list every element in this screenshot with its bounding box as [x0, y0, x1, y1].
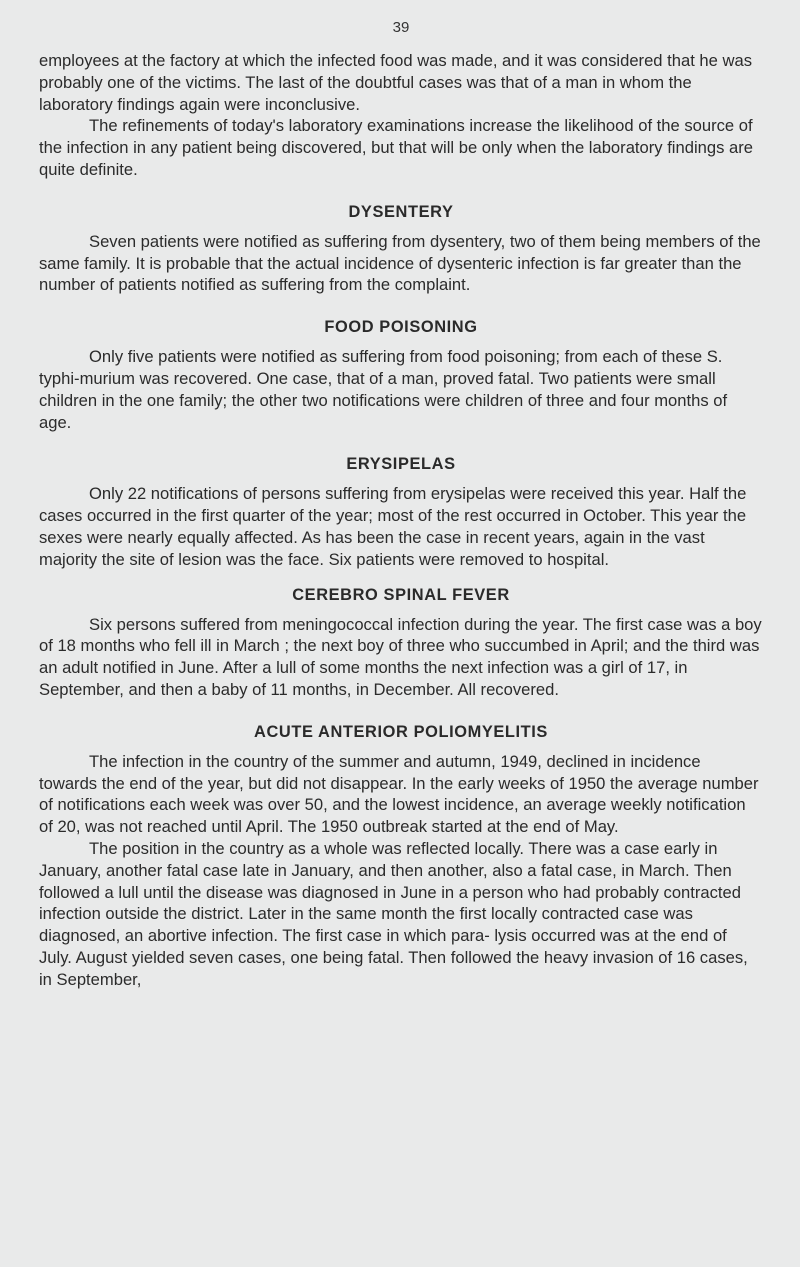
intro-paragraph-1: employees at the factory at which the infected food was made, and it was considered that he was probably one of the victims. The last of the doubtful cases was that of a man in whom the laboratory findings again were inconclusive.: [39, 51, 753, 114]
erysipelas-heading: ERYSIPELAS: [346, 455, 456, 474]
cerebro-spinal-fever-paragraph: Six persons suffered from meningococcal infection during the year. The first case was a boy of 18 months who fell ill in March ; the next boy of three who succumbed in April; and the third was an adult notified in June. After a lull of some months the next infection was a girl of 17, in September, and then a baby of 11 months, in December. All recovered.: [39, 614, 762, 699]
intro-paragraph-2: The refinements of today's laboratory examinations increase the likelihood of the source of the infection in any patient being discovered, but that will be only when the laboratory findings are quite definite.: [39, 116, 753, 179]
food-poisoning-heading: FOOD POISONING: [324, 318, 478, 337]
poliomyelitis-paragraph-1: The infection in the country of the summer and autumn, 1949, declined in incidence towards the end of the year, but did not disappear. In the early weeks of 1950 the average number of notifications each week was over 50, and the lowest incidence, an average weekly notification of 20, was not reached until April. The 1950 outbreak started at the end of May.: [39, 751, 759, 837]
poliomyelitis-paragraph-2: The position in the country as a whole was reflected locally. There was a case early in January, another fatal case late in January, and then another, also a fatal case, in March. Then followed a lull until the disease was diagnosed in June in a person who had probably contracted infection outside the district. Later in the same month the first locally contracted case was diagnosed, an abortive infection. The first case in which para- lysis occurred was at the end of July. August yielded seven cases, one being fatal. Then followed the heavy invasion of 16 cases, in September,: [39, 838, 748, 989]
dysentery-paragraph: Seven patients were notified as suffering from dysentery, two of them being members of the same family. It is probable that the actual incidence of dysenteric infection is far greater than the number of patients notified as suffering from the complaint.: [39, 231, 761, 295]
erysipelas-paragraph: Only 22 notifications of persons suffering from erysipelas were received this year. Half the cases occurred in the first quarter of the year; most of the rest occurred in October. This year the sexes were nearly equally affected. As has been the case in recent years, again in the vast majority the site of lesion was the face. Six patients were removed to hospital.: [39, 484, 747, 569]
dysentery-heading: DYSENTERY: [348, 202, 454, 221]
poliomyelitis-heading: ACUTE ANTERIOR POLIOMYELITIS: [254, 722, 548, 741]
page-number: 39: [392, 19, 410, 36]
food-poisoning-paragraph: Only five patients were notified as suffering from food poisoning; from each of these S. typhi-murium was recovered. One case, that of a man, proved fatal. Two patients were small children in the one family; the other two notifications were children of three and four months of age.: [39, 347, 728, 432]
cerebro-spinal-fever-heading: CEREBRO SPINAL FEVER: [292, 585, 510, 604]
